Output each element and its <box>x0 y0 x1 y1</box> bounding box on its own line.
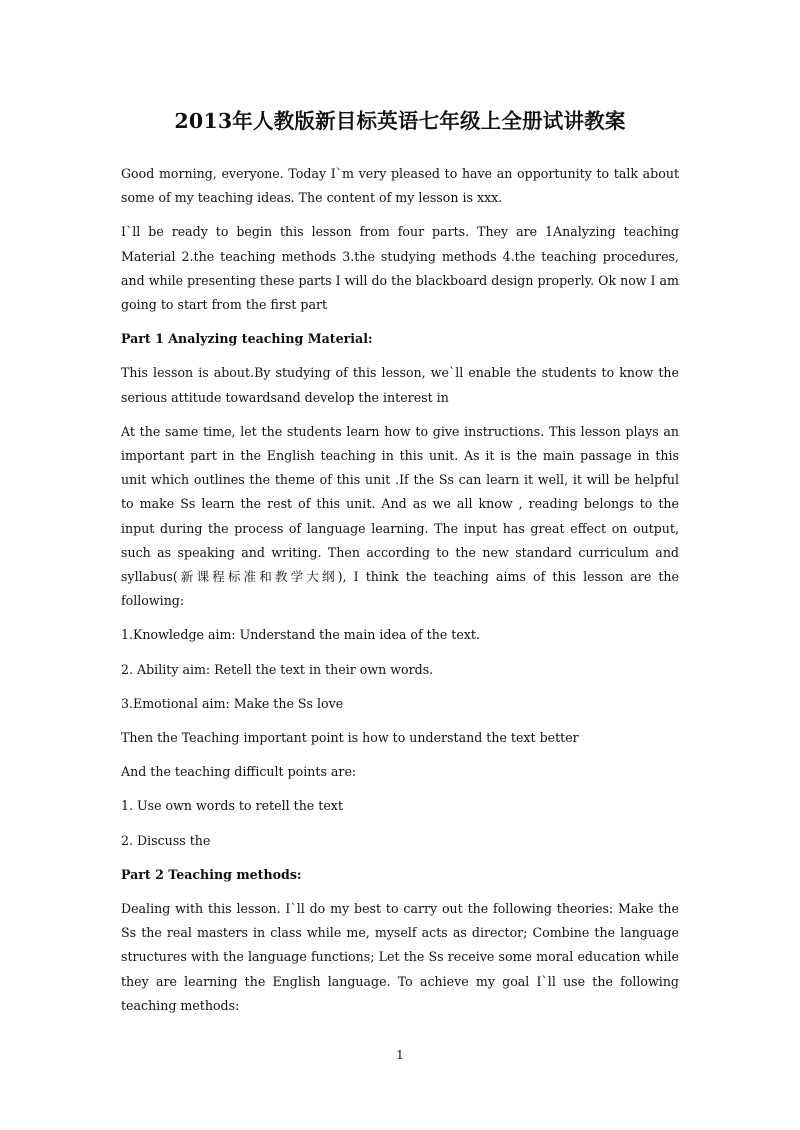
paragraph-greeting: Good morning, everyone. Today I`m very pleased to have an opportunity to talk about some of my teaching ideas. The content of my lesson is xxx. <box>121 166 679 206</box>
paragraph-lesson-parts: I`ll be ready to begin this lesson from four parts. They are 1Analyzing teaching Material 2.the teaching methods 3.the studying methods 4.the teaching procedures, and while presenting these parts I will do the blackboard design properly. Ok now I am going to start from the first part <box>121 224 679 313</box>
paragraph-important-point: Then the Teaching important point is how to understand the text better <box>121 730 579 746</box>
page-number: 1 <box>396 1048 404 1062</box>
paragraph-ability-aim: 2. Ability aim: Retell the text in their own words. <box>121 661 434 677</box>
paragraph-difficult-point-2: 2. Discuss the <box>121 832 211 848</box>
document-body <box>121 162 679 1028</box>
paragraph-teaching-methods: Dealing with this lesson. I`ll do my best to carry out the following theories: Make the Ss the real masters in class while me, myself acts as director; Combine the language structures with the language functions; Let the Ss receive some moral education while they are learning the English language. To achieve my goal I`ll use the following teaching methods: <box>121 901 679 1013</box>
section-heading-part-2: Part 2 Teaching methods: <box>121 866 302 882</box>
paragraph-lesson-importance: At the same time, let the students learn how to give instructions. This lesson plays an important part in the English teaching in this unit. As it is the main passage in this unit which outlines the theme of this unit .If the Ss can learn it well, it will be helpful to make Ss learn the rest of this unit. And as we all know , reading belongs to the input during the process of language learning. The input has great effect on output, such as speaking and writing. Then according to the new standard curriculum and syllabus(新课程标准和教学大纲), I think the teaching aims of this lesson are the following: <box>121 423 679 609</box>
section-heading-part-1: Part 1 Analyzing teaching Material: <box>121 331 373 347</box>
paragraph-lesson-about: This lesson is about.By studying of this lesson, we`ll enable the students to know the serious attitude towardsand develop the interest in <box>121 365 679 405</box>
paragraph-emotional-aim: 3.Emotional aim: Make the Ss love <box>121 695 344 711</box>
paragraph-difficult-points: And the teaching difficult points are: <box>121 764 357 780</box>
paragraph-difficult-point-1: 1. Use own words to retell the text <box>121 798 343 814</box>
paragraph-knowledge-aim: 1.Knowledge aim: Understand the main idea of the text. <box>121 627 480 643</box>
document-title: 2013年人教版新目标英语七年级上全册试讲教案 <box>174 109 626 133</box>
